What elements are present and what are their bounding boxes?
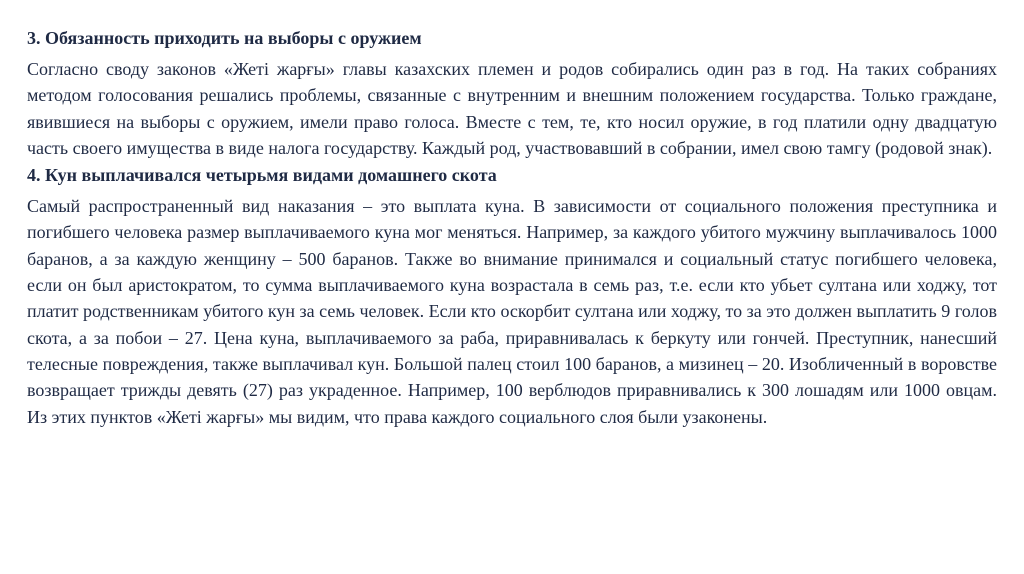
section-heading: 3. Обязанность приходить на выборы с оружием xyxy=(27,28,422,48)
section-paragraph: Согласно своду законов «Жеті жарғы» главы казахских племен и родов собирались один раз в год. На таких собраниях методом голосования решались проблемы, связанные с внутренним и внешним положением государства. Только граждане, явившиеся на выборы с оружием, имели право голоса. Вместе с тем, те, кто носил оружие, в год платили одну двадцатую часть своего имущества в виде налога государству. Каждый род, участвовавший в собрании, имел свою тамгу (родовой знак). xyxy=(27,59,997,158)
section-weapons-duty xyxy=(27,26,997,161)
section-heading: 4. Кун выплачивался четырьмя видами домашнего скота xyxy=(27,165,497,186)
section-paragraph: Самый распространенный вид наказания – это выплата куна. В зависимости от социального положения преступника и погибшего человека размер выплачиваемого куна мог меняться. Например, за каждого убитого мужчину выплачивалось 1000 баранов, а за каждую женщину – 500 баранов. Также во внимание принимался и социальный статус погибшего человека, если он был аристократом, то сумма выплачиваемого куна возрастала в семь раз, т.е. если кто убьет султана или ходжу, тот платит родственникам убитого кун за семь человек. Если кто оскорбит султана или ходжу, то за это должен выплатить 9 голов скота, а за побои – 27. Цена куна, выплачиваемого за раба, приравнивалась к беркуту или гончей. Преступник, нанесший телесные повреждения, также выплачивал кун. Большой палец стоил 100 баранов, а мизинец – 20. Изобличенный в воровстве возвращает трижды девять (27) раз украденное. Например, 100 верблюдов приравнивались к 300 лошадям или 1000 овцам. Из этих пунктов «Жеті жарғы» мы видим, что права каждого социального слоя были узаконены. xyxy=(27,196,997,427)
section-kun-payment xyxy=(27,163,997,430)
